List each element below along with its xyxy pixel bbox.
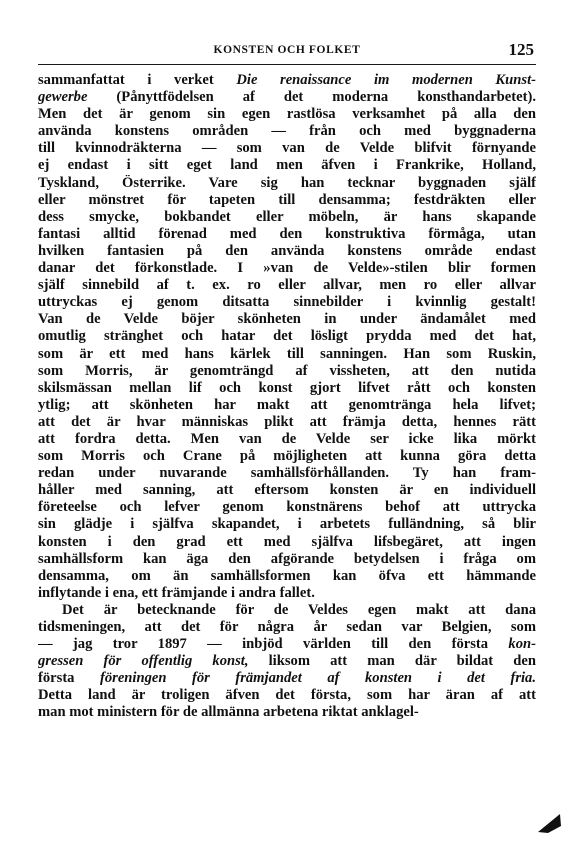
text-span: fantasi alltid förenad med den konstruktiva förmåga, utan — [38, 225, 536, 242]
text-line — [38, 294, 536, 311]
text-span: till kvinnodräkterna — som van de Velde blifvit förnyande — [38, 140, 536, 157]
text-line — [38, 380, 536, 397]
text-span: hvilken fantasien på den använda konstens område endast — [38, 242, 536, 259]
text-line — [38, 602, 536, 619]
text-line — [38, 414, 536, 431]
italic-text: gewerbe — [38, 89, 88, 106]
italic-text: föreningen för främjandet af konsten i det fria. — [99, 670, 536, 687]
text-span: som Morris och Crane på möjligheten att kunna göra detta — [38, 448, 536, 465]
text-line — [38, 311, 536, 328]
italic-text: kon- — [508, 636, 536, 653]
italic-text: gressen för offentlig konst, — [38, 653, 249, 670]
text-line — [38, 516, 536, 533]
text-line — [38, 431, 536, 448]
text-span: sammanfattat i verket — [38, 72, 237, 88]
text-span: Det är betecknande för de Veldes egen makt att dana — [62, 601, 536, 618]
italic-text: Die renaissance im modernen Kunst- — [236, 72, 536, 88]
text-span: inflytande i ena, ett främjande i andra fallet. — [38, 584, 315, 601]
page-number: 125 — [508, 40, 534, 59]
text-line — [38, 363, 536, 380]
text-line — [38, 636, 536, 653]
text-span: använda konstens områden — från och med byggnaderna — [38, 123, 536, 140]
text-line — [38, 704, 536, 721]
text-span: själf sinnebild af t. ex. ro eller allvar, men ro eller allvar — [38, 277, 536, 294]
text-span: företeelse och lefver genom konstnärens behof att uttrycka — [38, 499, 536, 516]
text-line — [38, 89, 536, 106]
text-line — [38, 209, 536, 226]
text-span: Detta land är troligen äfven det första, som har äran af att — [38, 687, 536, 704]
text-span: eller mönstret för tapeten till densamma; festdräkten eller — [38, 191, 536, 208]
text-span: danar det förkonstlade. I »van de Velde»-stilen blir formen — [38, 260, 536, 277]
text-span: dess smycke, bokbandet eller möbeln, är hans skapande — [38, 208, 536, 225]
text-span: man mot ministern för de allmänna arbetena riktat anklagel- — [38, 704, 419, 721]
text-span: som Morris, är genomträngd af vissheten, att den nutida — [38, 362, 536, 379]
corner-ink-mark — [536, 812, 562, 834]
text-line — [38, 260, 536, 277]
text-span: Men det är genom sin egen rastlösa verksamhet på alla den — [38, 106, 536, 123]
text-span: Tyskland, Österrike. Vare sig han tecknar byggnaden själf — [38, 174, 536, 191]
text-span: densamma, om än samhällsformen kan öfva ett hämmande — [38, 567, 536, 584]
text-span: första — [38, 670, 100, 687]
text-span: uttryckas ej genom ditsatta sinnebilder i kvinnlig gestalt! — [38, 294, 536, 311]
text-span: ej endast i sitt eget land men äfven i Frankrike, Holland, — [38, 157, 536, 174]
text-line — [38, 175, 536, 192]
text-line — [38, 192, 536, 209]
text-span: (Pånyttfödelsen af det moderna konsthandarbetet). — [87, 89, 536, 106]
text-span: omutlig stränghet och hatar det lösligt prydda med det hat, — [38, 328, 536, 345]
text-span: ytlig; att skönheten har makt att genomtränga hela lifvet; — [38, 396, 536, 413]
text-line — [38, 106, 536, 123]
text-span: samhällsform kan äga den afgörande betydelsen i fråga om — [38, 550, 536, 567]
text-span: sin glädje i själfva skapandet, i arbetets fulländning, så blir — [38, 516, 536, 533]
text-line — [38, 157, 536, 174]
text-line — [38, 140, 536, 157]
text-line — [38, 619, 536, 636]
text-line — [38, 551, 536, 568]
text-line — [38, 482, 536, 499]
header-rule — [38, 64, 536, 65]
running-head: KONSTEN OCH FOLKET — [213, 44, 361, 56]
body-text — [38, 72, 536, 722]
text-span: konsten i den grad ett med själfva lifsbegäret, att ingen — [38, 533, 536, 550]
text-span: liksom att man där bildat den — [248, 653, 536, 670]
text-span: som är ett med hans kärlek till sanningen. Han som Ruskin, — [38, 345, 536, 362]
text-line — [38, 328, 536, 345]
text-line — [38, 499, 536, 516]
text-span: att det är hvar människas plikt att främja detta, hennes rätt — [38, 413, 536, 430]
text-span: skilsmässan mellan lif och konst gjort lifvet rått och konsten — [38, 379, 536, 396]
text-line — [38, 687, 536, 704]
text-line — [38, 585, 536, 602]
text-line — [38, 397, 536, 414]
text-span: Van de Velde böjer skönheten in under ändamålet med — [38, 311, 536, 328]
text-line — [38, 72, 536, 89]
text-line — [38, 277, 536, 294]
text-line — [38, 448, 536, 465]
text-span: håller med sanning, att eftersom konsten är en individuell — [38, 482, 536, 499]
text-line — [38, 670, 536, 687]
text-span: tidsmeningen, att det för några år sedan var Belgien, som — [38, 619, 536, 635]
text-line — [38, 534, 536, 551]
text-line — [38, 243, 536, 260]
text-line — [38, 123, 536, 140]
text-span: redan under nuvarande samhällsförhållanden. Ty han fram- — [38, 465, 536, 482]
text-line — [38, 346, 536, 363]
text-span: att fordra detta. Men van de Velde ser icke lika mörkt — [38, 430, 536, 447]
text-line — [38, 653, 536, 670]
text-line — [38, 465, 536, 482]
page-header — [38, 40, 536, 62]
text-line — [38, 568, 536, 585]
text-line — [38, 226, 536, 243]
text-span: — jag tror 1897 — inbjöd världen till den första — [38, 636, 509, 653]
